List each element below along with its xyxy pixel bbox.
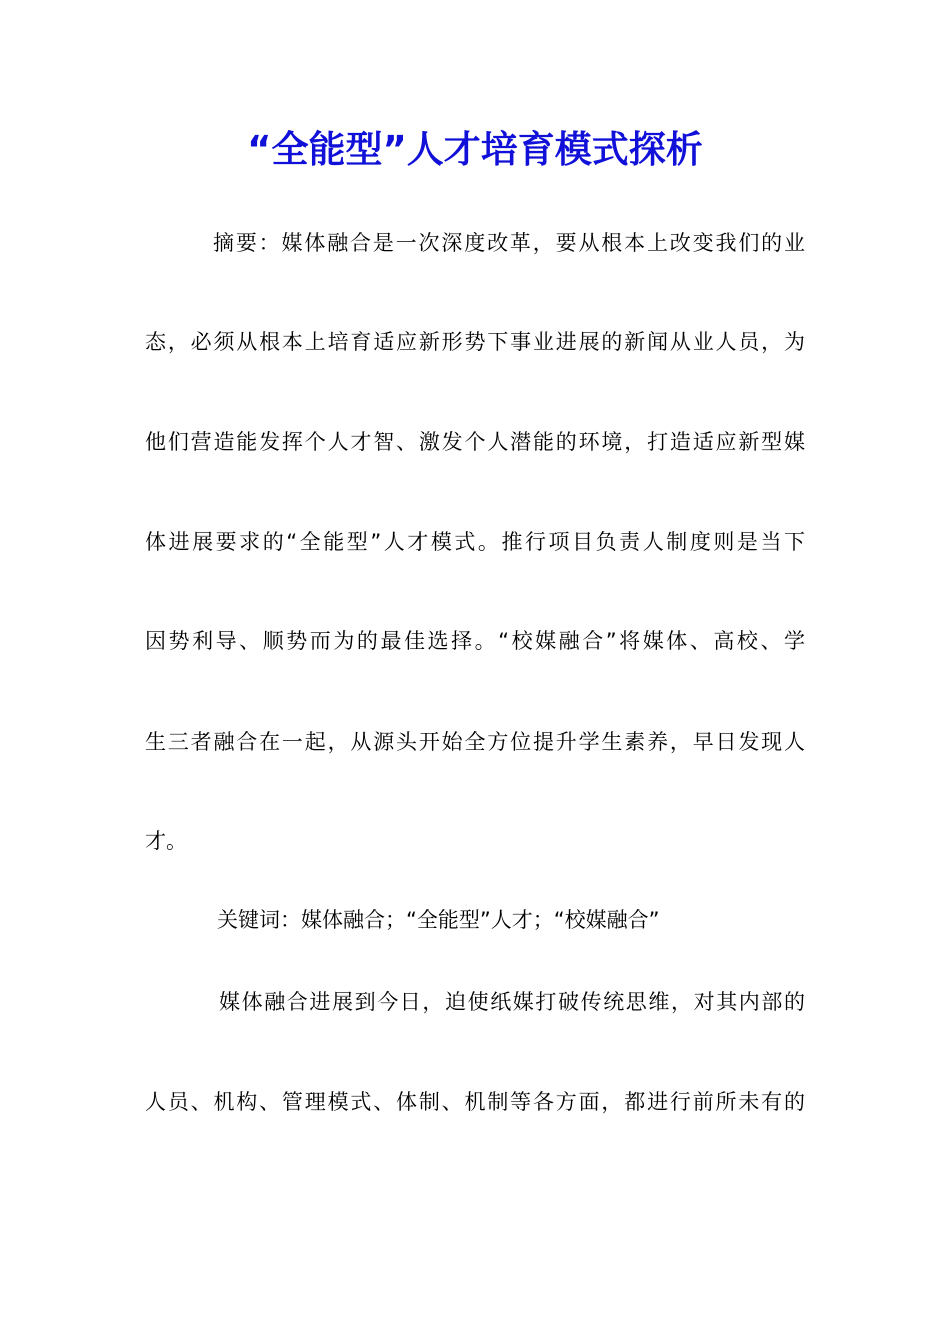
abstract-line: 态，必须从根本上培育适应新形势下事业进展的新闻从业人员，为 xyxy=(145,330,805,354)
document-title: “全能型”人才培育模式探析 xyxy=(247,128,703,171)
abstract-line: 因势利导、顺势而为的最佳选择。“校媒融合”将媒体、高校、学 xyxy=(145,629,805,653)
abstract-line: 体进展要求的“全能型”人才模式。推行项目负责人制度则是当下 xyxy=(145,530,805,554)
abstract-line: 摘要：媒体融合是一次深度改革，要从根本上改变我们的业 xyxy=(213,231,805,255)
abstract-line: 才。 xyxy=(145,829,187,853)
body-line: 媒体融合进展到今日，迫使纸媒打破传统思维，对其内部的 xyxy=(219,990,805,1014)
body-line: 人员、机构、管理模式、体制、机制等各方面，都进行前所未有的 xyxy=(145,1090,805,1114)
abstract-line: 生三者融合在一起，从源头开始全方位提升学生素养，早日发现人 xyxy=(145,730,805,754)
keywords-line: 关键词：媒体融合；“全能型”人才；“校媒融合” xyxy=(217,908,660,932)
abstract-line: 他们营造能发挥个人才智、激发个人潜能的环境，打造适应新型媒 xyxy=(145,430,805,454)
